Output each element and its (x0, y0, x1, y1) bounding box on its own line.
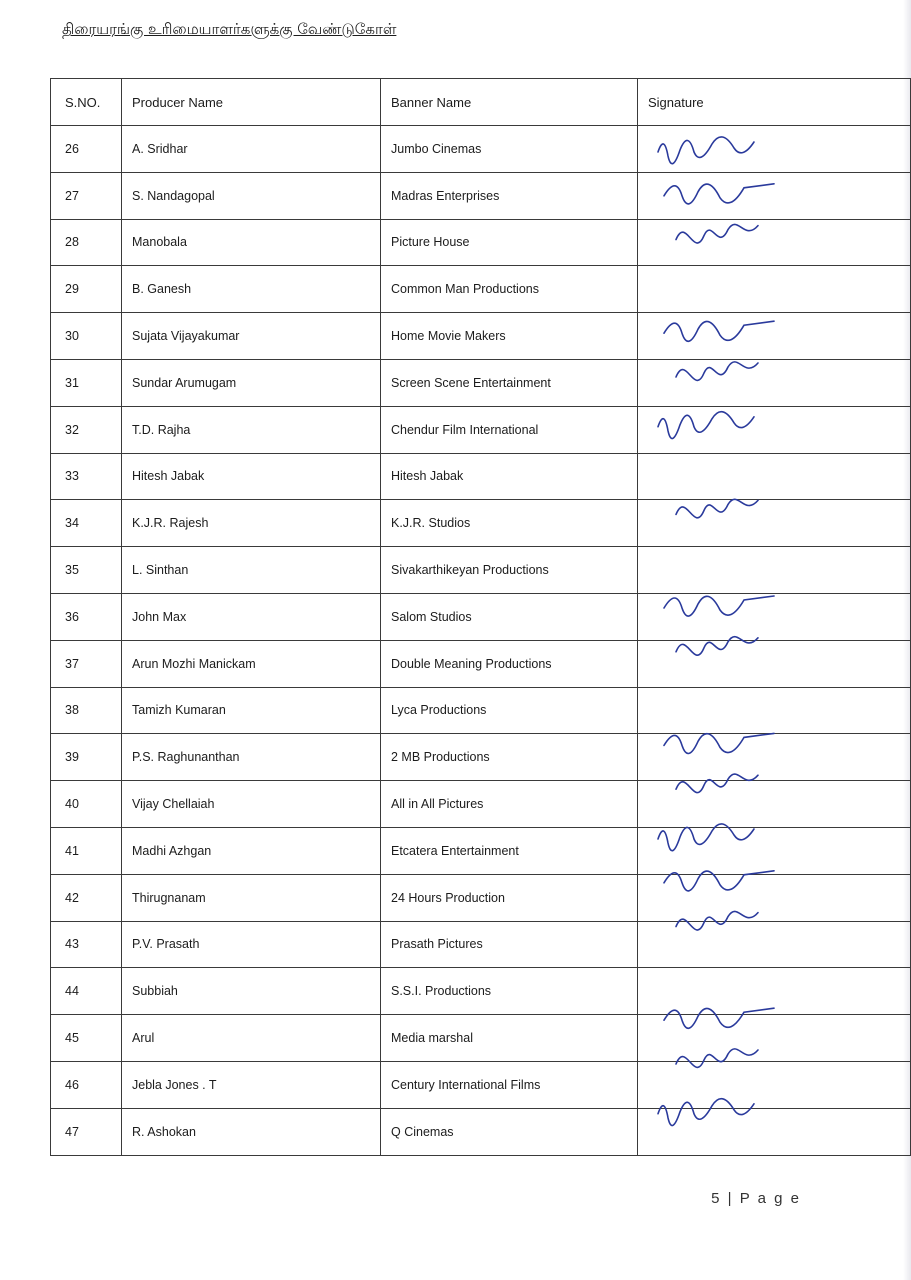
producer-name-cell: S. Nandagopal (122, 172, 381, 219)
table-row (51, 827, 911, 874)
sno-cell: 28 (51, 219, 122, 266)
banner-name-cell: Media marshal (381, 1015, 638, 1062)
table-row (51, 172, 911, 219)
signature-cell (638, 219, 911, 266)
table-row (51, 266, 911, 313)
signature-cell (638, 968, 911, 1015)
signature-cell (638, 172, 911, 219)
banner-name-cell: 2 MB Productions (381, 734, 638, 781)
table-row (51, 1108, 911, 1155)
sno-cell: 40 (51, 781, 122, 828)
banner-name-cell: Q Cinemas (381, 1108, 638, 1155)
producer-name-cell: Jebla Jones . T (122, 1061, 381, 1108)
header-signature: Signature (638, 79, 911, 126)
table-row (51, 781, 911, 828)
table-row (51, 1061, 911, 1108)
producer-name-cell: Vijay Chellaiah (122, 781, 381, 828)
signature-cell (638, 781, 911, 828)
banner-name-cell: Etcatera Entertainment (381, 827, 638, 874)
sno-cell: 41 (51, 827, 122, 874)
sno-cell: 29 (51, 266, 122, 313)
producer-name-cell: P.S. Raghunanthan (122, 734, 381, 781)
table-row (51, 126, 911, 173)
table-row (51, 313, 911, 360)
producer-table (50, 78, 911, 1156)
page-heading: திரையரங்கு உரிமையாளர்களுக்கு வேண்டுகோள் (62, 20, 397, 38)
banner-name-cell: Screen Scene Entertainment (381, 359, 638, 406)
signature-cell (638, 453, 911, 500)
table-row (51, 921, 911, 968)
sno-cell: 44 (51, 968, 122, 1015)
producer-name-cell: Arul (122, 1015, 381, 1062)
producer-name-cell: Sundar Arumugam (122, 359, 381, 406)
sno-cell: 30 (51, 313, 122, 360)
signature-cell (638, 687, 911, 734)
banner-name-cell: S.S.I. Productions (381, 968, 638, 1015)
banner-name-cell: Prasath Pictures (381, 921, 638, 968)
sno-cell: 45 (51, 1015, 122, 1062)
table-row (51, 968, 911, 1015)
producer-name-cell: B. Ganesh (122, 266, 381, 313)
header-banner-name: Banner Name (381, 79, 638, 126)
banner-name-cell: K.J.R. Studios (381, 500, 638, 547)
banner-name-cell: Hitesh Jabak (381, 453, 638, 500)
sno-cell: 39 (51, 734, 122, 781)
banner-name-cell: Century International Films (381, 1061, 638, 1108)
banner-name-cell: Common Man Productions (381, 266, 638, 313)
page-number: 5 | P a g e (711, 1190, 801, 1207)
banner-name-cell: Lyca Productions (381, 687, 638, 734)
sno-cell: 42 (51, 874, 122, 921)
signature-cell (638, 359, 911, 406)
table-row (51, 734, 911, 781)
table-row (51, 453, 911, 500)
producer-name-cell: Hitesh Jabak (122, 453, 381, 500)
sno-cell: 33 (51, 453, 122, 500)
producer-name-cell: P.V. Prasath (122, 921, 381, 968)
sno-cell: 32 (51, 406, 122, 453)
sno-cell: 27 (51, 172, 122, 219)
producer-name-cell: K.J.R. Rajesh (122, 500, 381, 547)
table-row (51, 500, 911, 547)
signature-cell (638, 313, 911, 360)
signature-cell (638, 406, 911, 453)
signature-cell (638, 1108, 911, 1155)
table-row (51, 874, 911, 921)
banner-name-cell: Home Movie Makers (381, 313, 638, 360)
signature-cell (638, 1015, 911, 1062)
signature-cell (638, 547, 911, 594)
banner-name-cell: All in All Pictures (381, 781, 638, 828)
signature-cell (638, 827, 911, 874)
producer-name-cell: Sujata Vijayakumar (122, 313, 381, 360)
signature-cell (638, 640, 911, 687)
table-row (51, 640, 911, 687)
signature-cell (638, 1061, 911, 1108)
sno-cell: 47 (51, 1108, 122, 1155)
producer-name-cell: T.D. Rajha (122, 406, 381, 453)
table-row (51, 547, 911, 594)
producer-name-cell: Subbiah (122, 968, 381, 1015)
table-row (51, 219, 911, 266)
sno-cell: 31 (51, 359, 122, 406)
header-producer-name: Producer Name (122, 79, 381, 126)
table-row (51, 406, 911, 453)
table-row (51, 359, 911, 406)
table-row (51, 1015, 911, 1062)
signature-cell (638, 266, 911, 313)
banner-name-cell: Chendur Film International (381, 406, 638, 453)
header-sno: S.NO. (51, 79, 122, 126)
producer-name-cell: Arun Mozhi Manickam (122, 640, 381, 687)
signature-cell (638, 874, 911, 921)
banner-name-cell: Jumbo Cinemas (381, 126, 638, 173)
sno-cell: 34 (51, 500, 122, 547)
sno-cell: 46 (51, 1061, 122, 1108)
producer-name-cell: Madhi Azhgan (122, 827, 381, 874)
producer-name-cell: A. Sridhar (122, 126, 381, 173)
sno-cell: 35 (51, 547, 122, 594)
signature-sheet (50, 78, 910, 1156)
sno-cell: 43 (51, 921, 122, 968)
banner-name-cell: Salom Studios (381, 593, 638, 640)
table-row (51, 593, 911, 640)
signature-cell (638, 593, 911, 640)
banner-name-cell: Madras Enterprises (381, 172, 638, 219)
producer-name-cell: L. Sinthan (122, 547, 381, 594)
sno-cell: 26 (51, 126, 122, 173)
signature-cell (638, 500, 911, 547)
signature-cell (638, 921, 911, 968)
producer-name-cell: R. Ashokan (122, 1108, 381, 1155)
table-row (51, 687, 911, 734)
banner-name-cell: Double Meaning Productions (381, 640, 638, 687)
banner-name-cell: 24 Hours Production (381, 874, 638, 921)
banner-name-cell: Picture House (381, 219, 638, 266)
sno-cell: 37 (51, 640, 122, 687)
banner-name-cell: Sivakarthikeyan Productions (381, 547, 638, 594)
producer-name-cell: Thirugnanam (122, 874, 381, 921)
producer-name-cell: Manobala (122, 219, 381, 266)
table-header-row (51, 79, 911, 126)
signature-cell (638, 734, 911, 781)
sno-cell: 38 (51, 687, 122, 734)
sno-cell: 36 (51, 593, 122, 640)
signature-cell (638, 126, 911, 173)
producer-name-cell: John Max (122, 593, 381, 640)
producer-name-cell: Tamizh Kumaran (122, 687, 381, 734)
